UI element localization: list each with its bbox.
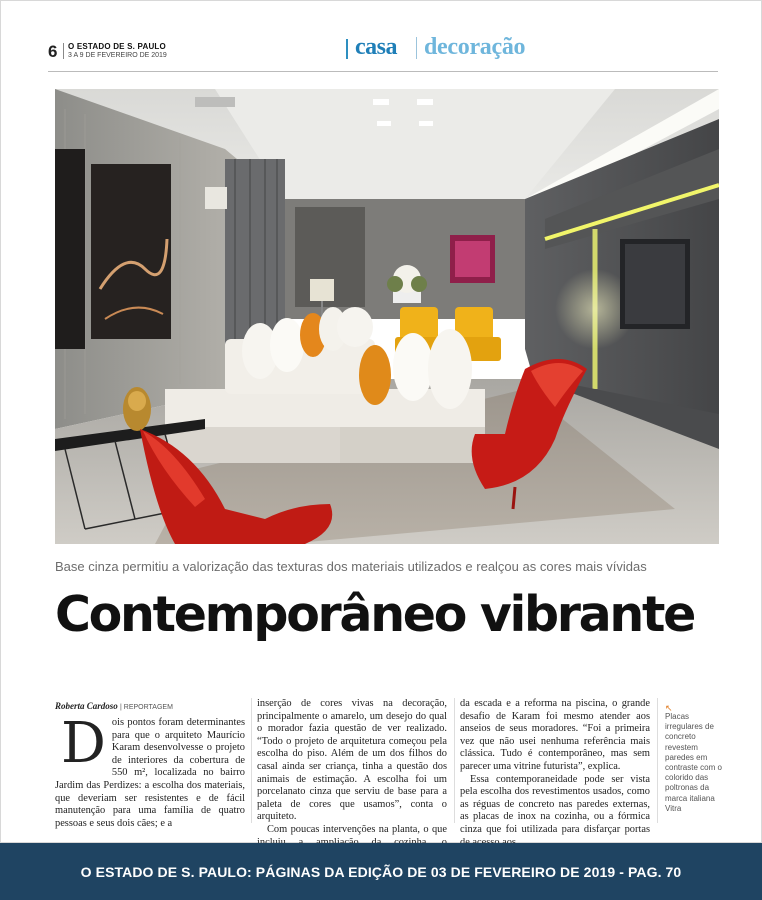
living-room-photo	[55, 89, 719, 544]
author-role: | REPORTAGEM	[120, 704, 173, 711]
section-subtitle: decoração	[424, 34, 526, 60]
column-2-paragraph-1: inserção de cores vivas na decoração, principalmente o amarelo, um desejo do qual o morador fazia questão de ver realizado. “Todo o projeto de arquitetura começou pela escolha do piso. Além de um dos filhos do casal ainda ser criança, tinha a questão dos animais de estimação. A escolha foi um porcelanato cinza que serviu de base para a paleta de cores que usamos”, conta o arquiteto.	[257, 698, 447, 823]
column-divider	[657, 698, 658, 823]
header-rule	[48, 71, 718, 72]
column-1-paragraph: ois pontos foram determinantes para que o arquiteto Maurício Karam desenvolvesse o projeto de interiores da cobertura de 550 m², localizada no bairro Jardim das Perdizes: a escolha dos materiais, que deveriam ser resistentes e de fácil manutenção para uma família de quatro pessoas e seus dois cães; e a	[55, 717, 245, 829]
article-column-3	[460, 698, 650, 849]
edition-date: 3 A 9 DE FEVEREIRO DE 2019	[68, 52, 167, 59]
column-3-paragraph-2: Essa contemporaneidade pode ser vista pela escolha dos revestimentos usados, como as réguas de concreto nas paredes externas, as placas de inox na cozinha, ou a fórmica cinza que foi utilizada para disfarçar portas	[460, 773, 650, 835]
page-number: 6	[48, 42, 58, 61]
article-column-1	[55, 711, 245, 830]
paper-name: O ESTADO DE S. PAULO	[68, 42, 166, 51]
section-marker	[346, 39, 348, 59]
edition-footer-text: O ESTADO DE S. PAULO: PÁGINAS DA EDIÇÃO DE 03 DE FEVEREIRO DE 2019 - PAG. 70	[80, 863, 682, 880]
article-headline: Contemporâneo vibrante	[55, 586, 695, 643]
column-divider	[251, 698, 252, 823]
column-3-paragraph-1: da escada e a reforma na piscina, o grande desafio de Karam foi mesmo atender aos anseios de seus moradores. “Foi a primeira vez que não usei nenhuma referência mais clássica. Tudo é contemporâneo, mas sem parecer uma vitrine futurista”, explica.	[460, 698, 650, 772]
author-name: Roberta Cardoso	[55, 701, 118, 711]
header-divider	[63, 43, 64, 59]
sidebar-photo-caption: Placas irregulares de concreto revestem paredes em contraste com o colorido das poltronas da marca italiana Vitra	[665, 712, 722, 813]
section-divider	[416, 37, 417, 59]
arrow-up-left-icon: ↖	[665, 704, 673, 714]
section-title: casa	[355, 34, 397, 60]
photo-caption: Base cinza permitiu a valorização das texturas dos materiais utilizados e realçou as cores mais vívidas	[55, 559, 647, 574]
byline	[55, 701, 173, 711]
edition-footer-bar	[0, 843, 762, 900]
drop-cap: D	[61, 711, 106, 776]
column-divider	[454, 698, 455, 823]
article-column-2	[257, 698, 447, 862]
column-2-paragraph-2: Com poucas intervenções na planta, o que	[267, 823, 447, 835]
